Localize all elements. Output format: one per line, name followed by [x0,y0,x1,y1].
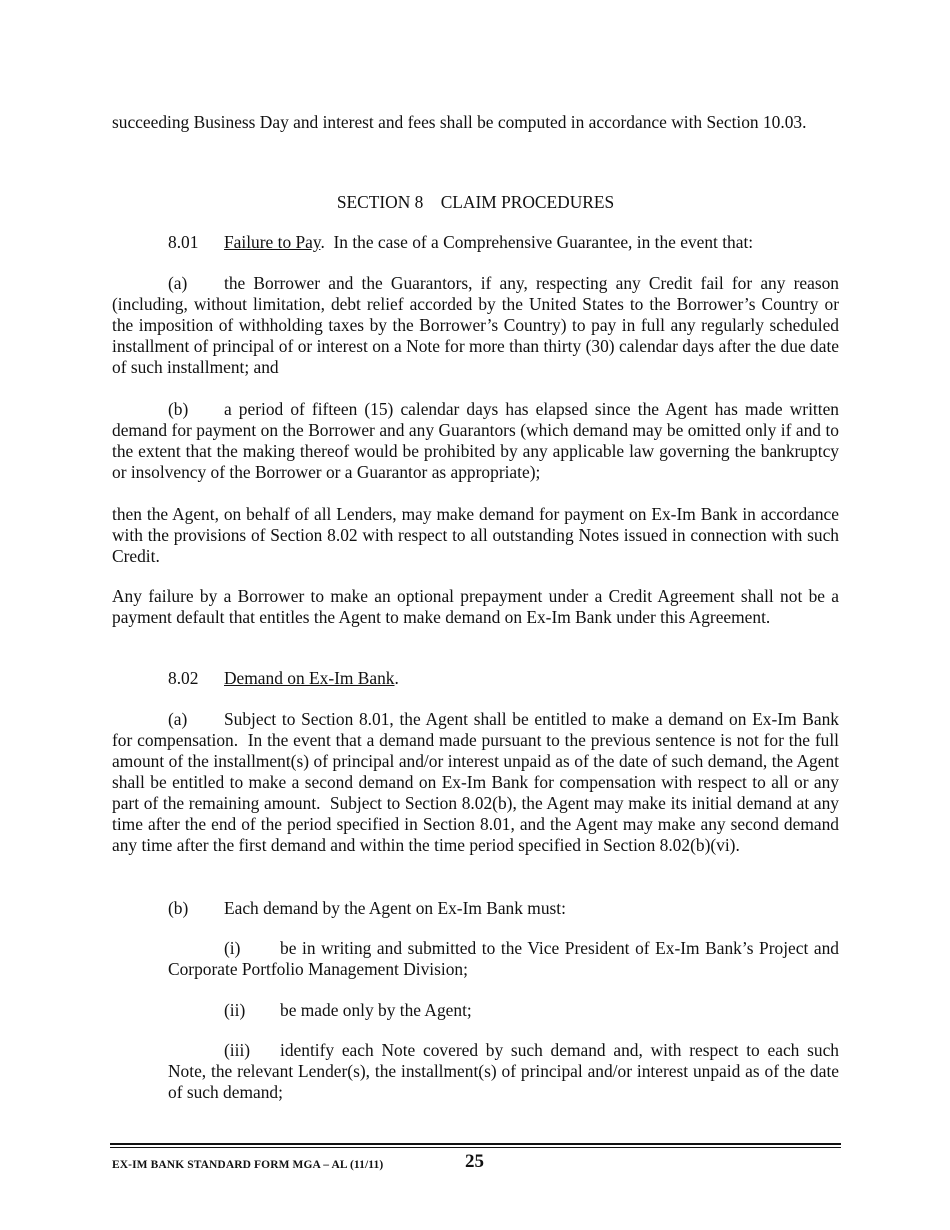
item-label: (b) [168,898,189,918]
item-text: Subject to Section 8.01, the Agent shall be entitled to make a demand on Ex-Im Bank for compensation. In the event that a demand made pursuant to the previous sentence is not for the full amount of the installment(s) of principal and/or interest unpaid as of the date of such demand, the Agent shall be entitled to make a second demand on Ex-Im Bank for compensation with respect to all or any part of the remaining amount. Subject to Section 8.02(b), the Agent may make its initial demand at any time after the end of the period specified in Section 8.01, and the Agent may make any second demand any time after the first demand and within the time period specified in Section 8.02(b)(vi). [112,709,844,855]
continuation-paragraph: succeeding Business Day and interest and fees shall be computed in accordance with Section 10.03. [112,112,807,132]
footer-rule [110,1143,841,1145]
item-text: the Borrower and the Guarantors, if any, respecting any Credit fail for any reason (including, without limitation, debt relief accorded by the United States to the Borrower’s Country or the imposition of withholding taxes by the Borrower’s Country) to pay in full any regularly scheduled installment of principal of or interest on a Note for more than thirty (30) calendar days after the due date of such installment; and [112,273,839,377]
clause-8-02 [168,668,839,689]
clause-suffix: . [394,668,399,688]
clause-number: 8.02 [168,668,199,688]
item-text: be in writing and submitted to the Vice President of Ex-Im Bank’s Project and Corporate Portfolio Management Division; [168,938,839,979]
item-label: (iii) [224,1040,251,1060]
item-label: (a) [168,273,188,293]
item-text: a period of fifteen (15) calendar days has elapsed since the Agent has made written demand for payment on the Borrower and any Guarantors (which demand may be omitted only if and to the extent that the making thereof would be prohibited by any applicable law governing the bankruptcy or insolvency of the Borrower or a Guarantor as appropriate); [112,399,839,482]
clause-title: Failure to Pay [224,232,321,252]
item-label: (b) [168,399,189,419]
footer-form-name: EX-IM BANK STANDARD FORM MGA – AL (11/11) [112,1159,384,1171]
clause-8-01-a [112,273,839,378]
section-heading: SECTION 8 CLAIM PROCEDURES [336,192,615,212]
clause-8-01 [168,232,839,253]
clause-8-01-b [112,399,839,483]
clause-8-02-b-iii [168,1040,839,1103]
clause-text: . In the case of a Comprehensive Guarantee, in the event that: [320,232,754,252]
item-text: Each demand by the Agent on Ex-Im Bank must: [224,898,566,918]
item-label: (i) [224,938,241,958]
clause-8-02-b [168,898,839,919]
any-failure-paragraph: Any failure by a Borrower to make an optional prepayment under a Credit Agreement shall not be a payment default that entitles the Agent to make demand on Ex-Im Bank under this Agreement. [112,586,839,627]
document-page [112,0,844,1230]
item-label: (a) [168,709,188,729]
clause-8-02-a [112,709,844,856]
page-number: 25 [465,1151,484,1172]
then-paragraph: then the Agent, on behalf of all Lenders, may make demand for payment on Ex-Im Bank in accordance with the provisions of Section 8.02 with respect to all outstanding Notes issued in connection with such Credit. [112,504,839,566]
clause-8-02-b-ii [224,1000,839,1021]
item-text: identify each Note covered by such demand and, with respect to each such Note, the relevant Lender(s), the installment(s) of principal and/or interest unpaid as of the date of such demand; [168,1040,839,1102]
clause-title: Demand on Ex-Im Bank [224,668,395,688]
item-text: be made only by the Agent; [280,1000,472,1020]
footer-rule-thin [110,1147,841,1148]
item-label: (ii) [224,1000,246,1020]
clause-number: 8.01 [168,232,199,252]
clause-8-02-b-i [168,938,839,980]
